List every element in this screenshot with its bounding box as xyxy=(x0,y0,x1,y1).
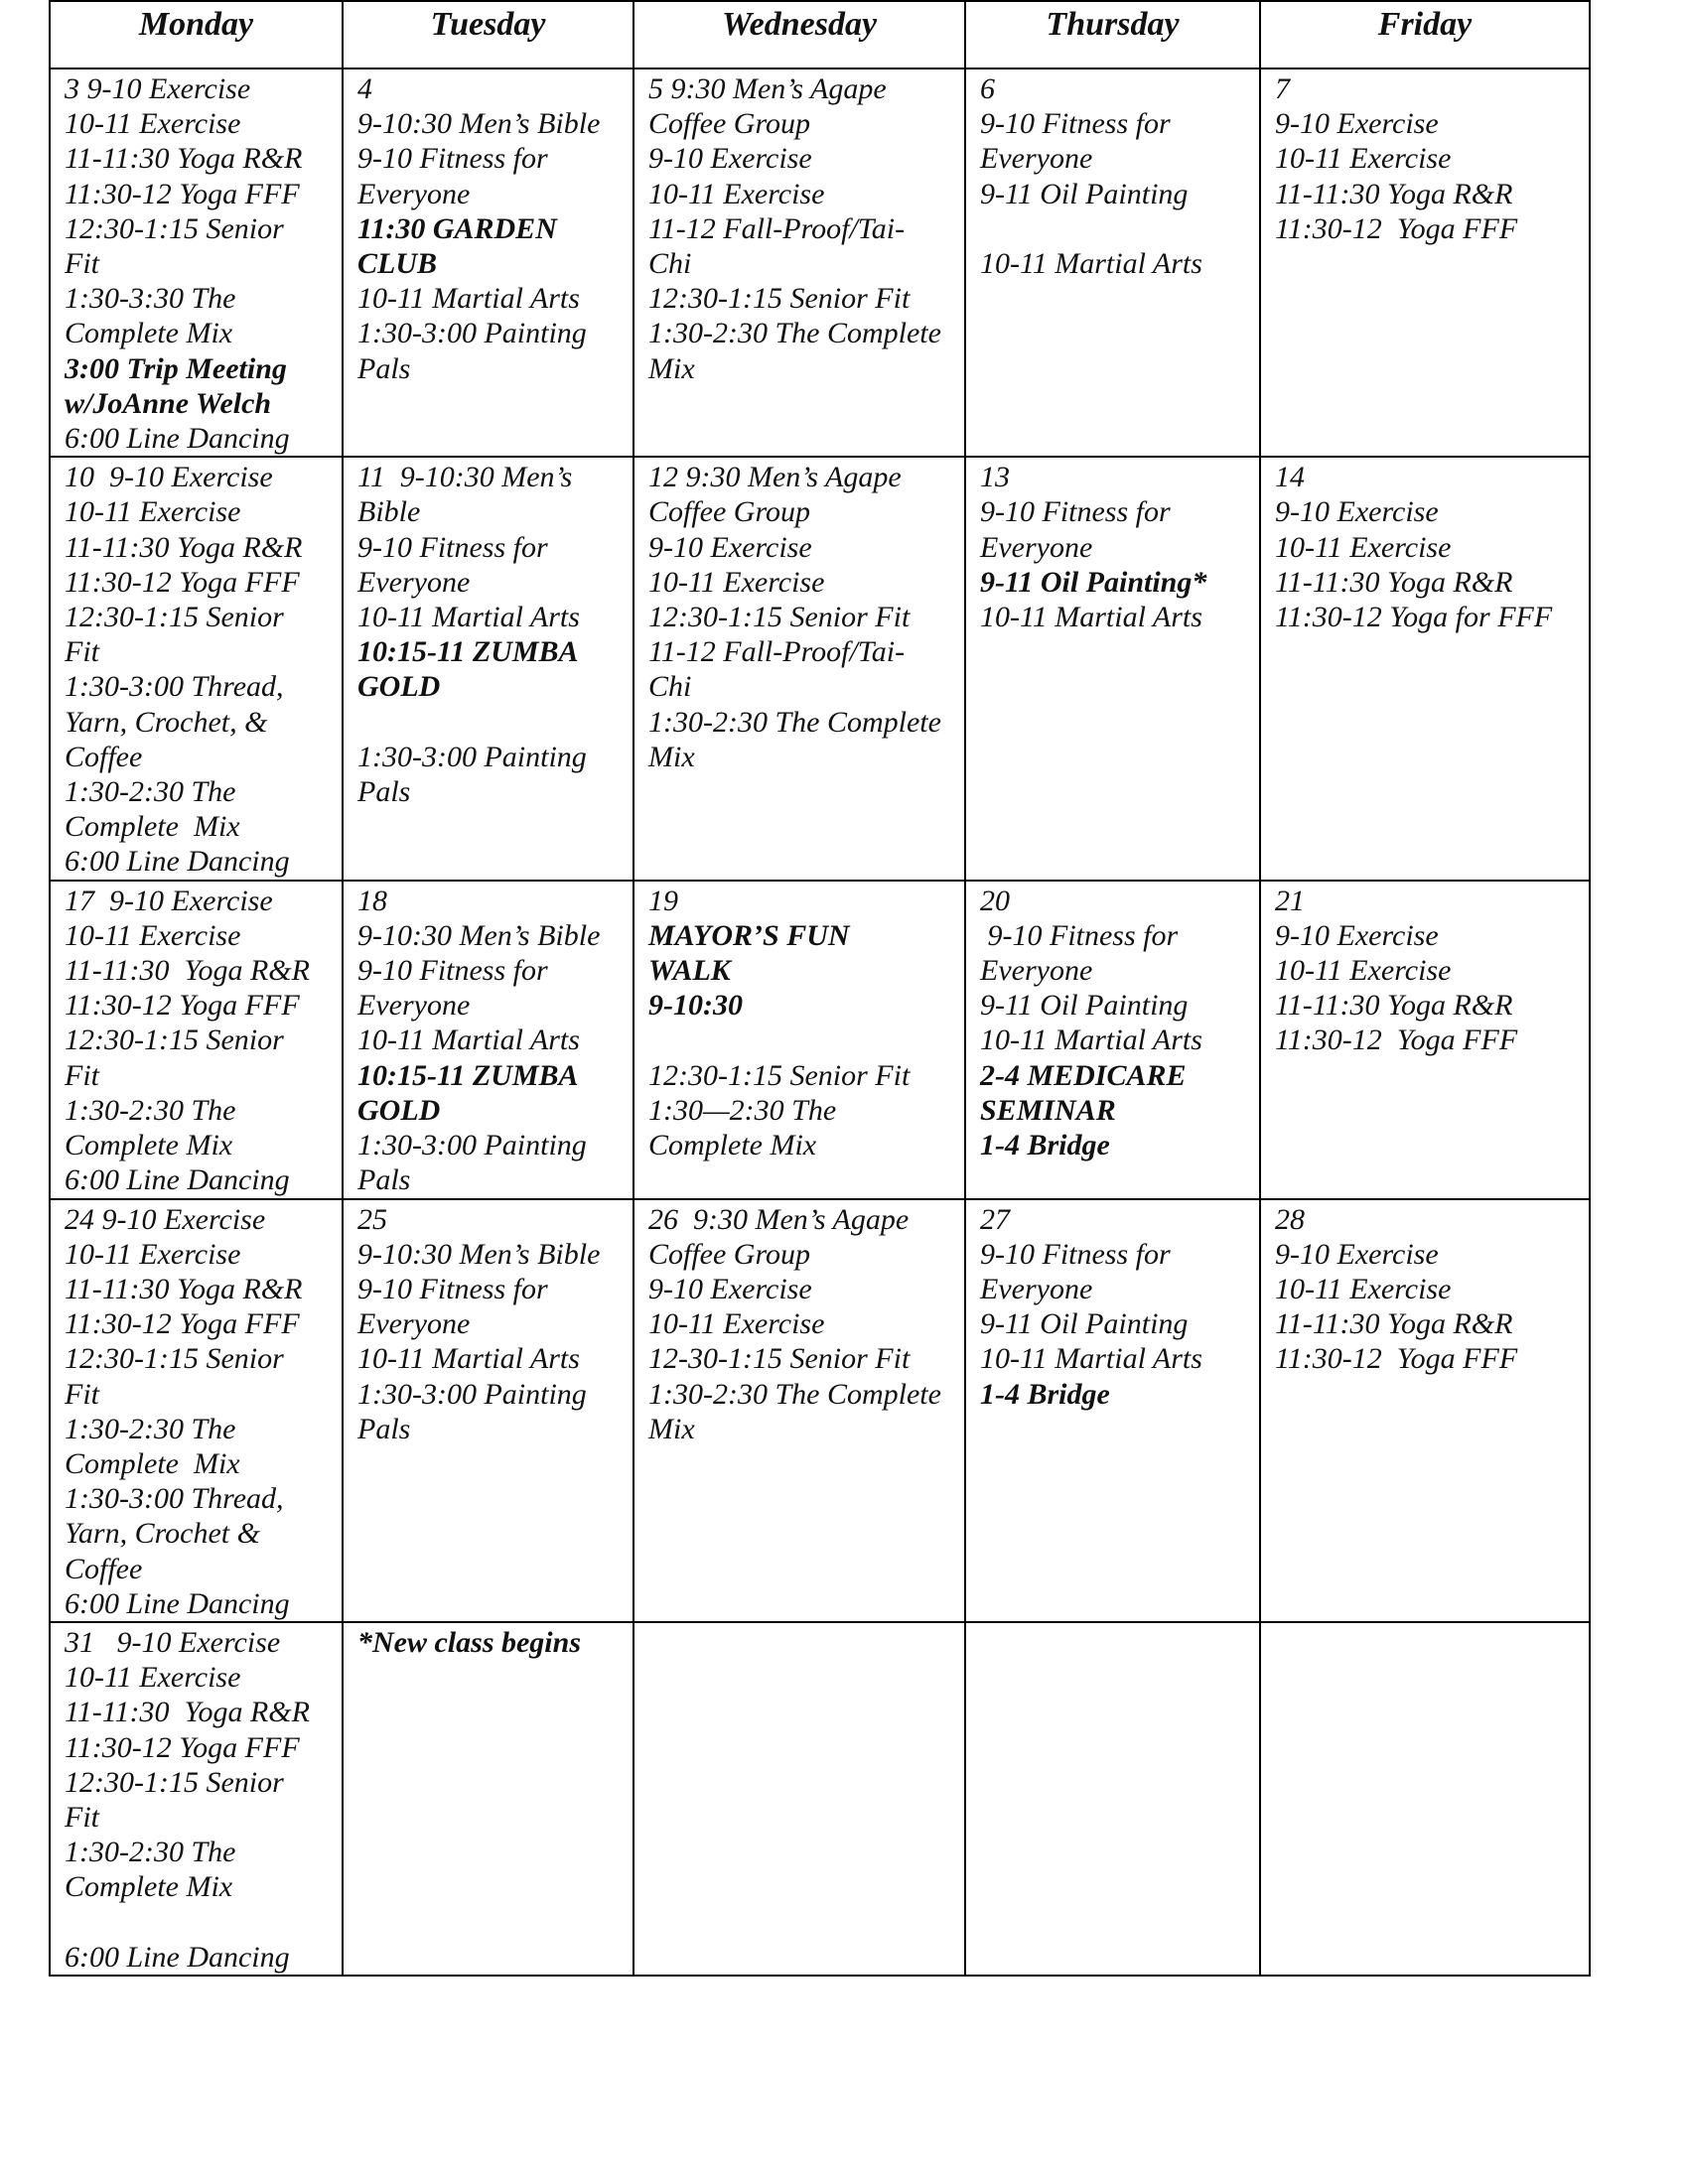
event-line: 10-11 Martial Arts xyxy=(357,1024,580,1057)
event-line: 1:30-3:00 Painting xyxy=(357,740,587,773)
event-line: Yarn, Crochet, & xyxy=(65,705,268,739)
day-cell-content xyxy=(1261,1623,1589,1625)
event-line: 10-11 Exercise xyxy=(65,495,241,529)
day-cell-monday xyxy=(50,1622,343,1976)
event-line: 10-11 Exercise xyxy=(1275,1272,1452,1305)
day-cell-content xyxy=(966,458,1259,634)
event-line: 9-11 Oil Painting xyxy=(980,1307,1189,1341)
event-line: GOLD xyxy=(357,670,441,704)
week-row xyxy=(50,881,1590,1199)
event-line: 28 xyxy=(1275,1202,1305,1236)
day-cell-content xyxy=(634,69,964,386)
day-cell-thursday xyxy=(965,1622,1260,1976)
event-line: Mix xyxy=(648,351,695,385)
day-cell-content xyxy=(966,69,1259,281)
week-row xyxy=(50,1622,1590,1976)
event-line: 1:30—2:30 The xyxy=(648,1093,837,1127)
event-line: 24 9-10 Exercise xyxy=(65,1202,266,1236)
header-tuesday: Tuesday xyxy=(343,1,633,68)
event-line: 9-10 Fitness for xyxy=(980,918,1179,952)
day-cell-wednesday xyxy=(633,1622,965,1976)
event-line: Chi xyxy=(648,247,692,281)
event-line: Everyone xyxy=(357,989,471,1023)
event-line: 9-10 Fitness for xyxy=(357,142,548,176)
day-cell-content xyxy=(51,69,342,456)
day-cell-tuesday xyxy=(343,1199,633,1622)
event-line: 12:30-1:15 Senior xyxy=(65,1342,284,1376)
event-line: 11:30-12 Yoga FFF xyxy=(65,565,300,599)
event-line: 6 xyxy=(980,72,995,105)
event-line: 9-10 Fitness for xyxy=(980,1237,1171,1271)
event-line: 10-11 Martial Arts xyxy=(357,601,580,634)
event-line: 9-10:30 Men’s Bible xyxy=(357,918,601,952)
event-line: Complete Mix xyxy=(65,1129,233,1162)
event-line: 11:30-12 Yoga FFF xyxy=(65,177,300,210)
weekly-schedule-table xyxy=(49,0,1591,1977)
event-line: 10-11 Exercise xyxy=(65,1237,241,1271)
event-line: 1:30-2:30 The xyxy=(65,775,236,809)
event-line: Everyone xyxy=(980,954,1093,988)
event-line: 9-10 Exercise xyxy=(1275,1237,1439,1271)
event-line: SEMINAR xyxy=(980,1093,1116,1127)
event-line: GOLD xyxy=(357,1093,441,1127)
event-line: 9-10 Exercise xyxy=(1275,495,1439,529)
event-line: *New class begins xyxy=(357,1625,581,1659)
day-cell-wednesday xyxy=(633,457,965,880)
day-cell-thursday xyxy=(965,881,1260,1199)
event-line: Everyone xyxy=(357,177,471,210)
event-line: 7 xyxy=(1275,72,1290,105)
day-cell-content xyxy=(344,882,633,1198)
event-line: 10-11 Exercise xyxy=(65,107,241,141)
event-line: 10-11 Exercise xyxy=(648,565,825,599)
event-line: 9-10 Exercise xyxy=(648,1272,812,1305)
event-line: Chi xyxy=(648,670,692,704)
event-line: 9-11 Oil Painting* xyxy=(980,565,1207,599)
event-line: 18 xyxy=(357,884,387,917)
day-cell-content xyxy=(51,458,342,879)
event-line: 9-10:30 xyxy=(648,989,743,1023)
event-line: w/JoAnne Welch xyxy=(65,386,272,420)
event-line: MAYOR’S FUN xyxy=(648,918,850,952)
day-cell-tuesday xyxy=(343,881,633,1199)
event-line: 1:30-3:00 Painting xyxy=(357,317,587,350)
event-line: 12:30-1:15 Senior xyxy=(65,601,284,634)
day-cell-thursday xyxy=(965,68,1260,457)
event-line: Mix xyxy=(648,1412,695,1445)
event-line: Pals xyxy=(357,1412,411,1445)
event-line: Complete Mix xyxy=(65,317,233,350)
event-line: Complete Mix xyxy=(65,810,240,844)
event-line: 11:30-12 Yoga FFF xyxy=(1275,211,1518,245)
event-line: 10-11 Exercise xyxy=(648,1307,825,1341)
event-line: 1:30-2:30 The Complete xyxy=(648,1377,941,1411)
week-row xyxy=(50,68,1590,457)
event-line: 1:30-2:30 The Complete xyxy=(648,317,941,350)
day-cell-monday xyxy=(50,68,343,457)
event-line: 1:30-2:30 The xyxy=(65,1093,236,1127)
event-line: 11-11:30 Yoga R&R xyxy=(1275,177,1513,210)
event-line: 11-11:30 Yoga R&R xyxy=(1275,989,1513,1023)
event-line: Coffee Group xyxy=(648,495,811,529)
day-cell-content xyxy=(1261,1200,1589,1377)
event-line: 25 xyxy=(357,1202,387,1236)
event-line: 10-11 Martial Arts xyxy=(980,601,1202,634)
day-cell-wednesday xyxy=(633,1199,965,1622)
event-line: 6:00 Line Dancing xyxy=(65,422,290,456)
event-line: Fit xyxy=(65,1800,99,1834)
event-line: 12:30-1:15 Senior xyxy=(65,1024,284,1057)
event-line: Complete Mix xyxy=(65,1870,233,1904)
event-line: 9-11 Oil Painting xyxy=(980,177,1189,210)
event-line: Everyone xyxy=(357,565,471,599)
event-line: 11:30-12 Yoga FFF xyxy=(1275,1342,1518,1376)
event-line: 20 xyxy=(980,884,1010,917)
event-line: 5 9:30 Men’s Agape xyxy=(648,72,887,105)
header-thursday: Thursday xyxy=(965,1,1260,68)
event-line: 11-11:30 Yoga R&R xyxy=(65,954,310,988)
day-cell-content xyxy=(966,1623,1259,1625)
event-line: 11:30-12 Yoga FFF xyxy=(65,1730,300,1764)
event-line: 9-10 Exercise xyxy=(1275,107,1439,141)
event-line: 11 9-10:30 Men’s xyxy=(357,461,573,494)
header-wednesday: Wednesday xyxy=(633,1,965,68)
event-line: 11-12 Fall-Proof/Tai- xyxy=(648,635,906,669)
day-cell-friday xyxy=(1260,1622,1590,1976)
event-line: 11-11:30 Yoga R&R xyxy=(65,1272,303,1305)
event-line: 1-4 Bridge xyxy=(980,1129,1110,1162)
event-line: Complete Mix xyxy=(648,1129,817,1162)
event-line: 9-10 Fitness for xyxy=(357,954,548,988)
event-line: Yarn, Crochet & xyxy=(65,1517,260,1551)
event-line: Pals xyxy=(357,1163,411,1197)
event-line: 1:30-3:00 Thread, xyxy=(65,1482,284,1516)
event-line: 9-10 Fitness for xyxy=(357,1272,548,1305)
day-cell-friday xyxy=(1260,457,1590,880)
event-line: 10-11 Martial Arts xyxy=(980,1024,1202,1057)
event-line: 9-10 Exercise xyxy=(648,530,812,564)
week-row xyxy=(50,1199,1590,1622)
event-line: Everyone xyxy=(980,142,1093,176)
event-line: 11-11:30 Yoga R&R xyxy=(65,1696,310,1729)
day-cell-wednesday xyxy=(633,881,965,1199)
day-cell-friday xyxy=(1260,881,1590,1199)
week-row xyxy=(50,457,1590,880)
event-line: 12:30-1:15 Senior Fit xyxy=(648,282,911,316)
event-line: Coffee Group xyxy=(648,1237,811,1271)
event-line: 10-11 Exercise xyxy=(65,918,241,952)
event-line: 6:00 Line Dancing xyxy=(65,1163,290,1197)
event-line: 9-10:30 Men’s Bible xyxy=(357,107,601,141)
event-line: 1:30-3:00 Painting xyxy=(357,1129,587,1162)
event-line: 10 9-10 Exercise xyxy=(65,461,273,494)
event-line: Complete Mix xyxy=(65,1446,240,1480)
day-cell-content xyxy=(344,1623,633,1660)
event-line xyxy=(357,705,627,740)
day-cell-content xyxy=(1261,458,1589,634)
event-line: 9-10:30 Men’s Bible xyxy=(357,1237,601,1271)
event-line: 21 xyxy=(1275,884,1305,917)
weekday-header-row xyxy=(50,1,1590,68)
event-line: 10-11 Exercise xyxy=(65,1661,241,1695)
calendar-body xyxy=(50,68,1590,1976)
event-line: 2-4 MEDICARE xyxy=(980,1058,1187,1092)
event-line: Fit xyxy=(65,247,99,281)
event-line: 1:30-3:00 Thread, xyxy=(65,670,284,704)
event-line: 9-11 Oil Painting xyxy=(980,989,1189,1023)
event-line: 11:30-12 Yoga FFF xyxy=(1275,1024,1518,1057)
event-line: 12-30-1:15 Senior Fit xyxy=(648,1342,911,1376)
event-line: 3 9-10 Exercise xyxy=(65,72,251,105)
day-cell-content xyxy=(51,1623,342,1975)
day-cell-thursday xyxy=(965,457,1260,880)
day-cell-tuesday xyxy=(343,1622,633,1976)
event-line: 14 xyxy=(1275,461,1305,494)
event-line: 27 xyxy=(980,1202,1010,1236)
day-cell-content xyxy=(1261,882,1589,1058)
event-line: 1:30-2:30 The Complete xyxy=(648,705,941,739)
event-line: Pals xyxy=(357,775,411,809)
event-line: WALK xyxy=(648,954,731,988)
event-line: 12 9:30 Men’s Agape xyxy=(648,461,902,494)
day-cell-content xyxy=(966,882,1259,1163)
event-line: 11:30-12 Yoga FFF xyxy=(65,1307,300,1341)
event-line: 11-11:30 Yoga R&R xyxy=(1275,565,1513,599)
event-line: Mix xyxy=(648,740,695,773)
event-line: 1:30-3:30 The xyxy=(65,282,236,316)
day-cell-monday xyxy=(50,457,343,880)
event-line: 10:15-11 ZUMBA xyxy=(357,635,579,669)
event-line: Bible xyxy=(357,495,421,529)
event-line: Coffee xyxy=(65,740,143,773)
event-line: 11:30-12 Yoga FFF xyxy=(65,989,300,1023)
event-line: 10-11 Martial Arts xyxy=(357,1342,580,1376)
event-line: 6:00 Line Dancing xyxy=(65,1940,290,1974)
event-line: 10-11 Exercise xyxy=(648,177,825,210)
event-line: 9-10 Exercise xyxy=(648,142,812,176)
event-line: CLUB xyxy=(357,247,438,281)
event-line xyxy=(980,211,1253,246)
day-cell-thursday xyxy=(965,1199,1260,1622)
event-line: 26 9:30 Men’s Agape xyxy=(648,1202,910,1236)
event-line: 10-11 Exercise xyxy=(1275,954,1452,988)
event-line: 12:30-1:15 Senior xyxy=(65,211,284,245)
event-line: 10-11 Exercise xyxy=(1275,530,1452,564)
event-line: 11-11:30 Yoga R&R xyxy=(65,530,303,564)
event-line: Fit xyxy=(65,1377,99,1411)
event-line xyxy=(648,1023,958,1057)
day-cell-content xyxy=(634,1200,964,1446)
day-cell-friday xyxy=(1260,68,1590,457)
day-cell-content xyxy=(966,1200,1259,1412)
event-line: 1-4 Bridge xyxy=(980,1377,1110,1411)
event-line: Everyone xyxy=(357,1307,471,1341)
event-line: 3:00 Trip Meeting xyxy=(65,351,287,385)
event-line: 11:30 GARDEN xyxy=(357,211,557,245)
event-line: 31 9-10 Exercise xyxy=(65,1625,281,1659)
event-line: 10-11 Martial Arts xyxy=(980,1342,1202,1376)
day-cell-content xyxy=(51,1200,342,1621)
day-cell-content xyxy=(1261,69,1589,246)
event-line xyxy=(65,1905,336,1940)
day-cell-content xyxy=(344,1200,633,1446)
event-line: 11-11:30 Yoga R&R xyxy=(65,142,303,176)
day-cell-tuesday xyxy=(343,68,633,457)
day-cell-friday xyxy=(1260,1199,1590,1622)
event-line: 17 9-10 Exercise xyxy=(65,884,273,917)
day-cell-content xyxy=(344,458,633,809)
day-cell-content xyxy=(634,458,964,774)
event-line: 11-11:30 Yoga R&R xyxy=(1275,1307,1513,1341)
day-cell-content xyxy=(634,882,964,1163)
event-line: Pals xyxy=(357,351,411,385)
day-cell-tuesday xyxy=(343,457,633,880)
event-line: 10:15-11 ZUMBA xyxy=(357,1058,579,1092)
event-line: 12:30-1:15 Senior Fit xyxy=(648,601,911,634)
day-cell-wednesday xyxy=(633,68,965,457)
event-line: 9-10 Fitness for xyxy=(980,107,1171,141)
event-line: 1:30-2:30 The xyxy=(65,1412,236,1445)
day-cell-monday xyxy=(50,1199,343,1622)
day-cell-monday xyxy=(50,881,343,1199)
event-line: 9-10 Fitness for xyxy=(357,530,548,564)
event-line: 4 xyxy=(357,72,372,105)
header-monday: Monday xyxy=(50,1,343,68)
day-cell-content xyxy=(51,882,342,1198)
event-line: 6:00 Line Dancing xyxy=(65,1586,290,1620)
event-line: 6:00 Line Dancing xyxy=(65,845,290,879)
event-line: Fit xyxy=(65,635,99,669)
event-line: 10-11 Martial Arts xyxy=(980,247,1202,280)
event-line: 9-10 Fitness for xyxy=(980,495,1171,529)
event-line: 10-11 Martial Arts xyxy=(357,282,580,316)
event-line: Everyone xyxy=(980,1272,1093,1305)
event-line: 11-12 Fall-Proof/Tai- xyxy=(648,211,906,245)
event-line: 11:30-12 Yoga for FFF xyxy=(1275,601,1553,634)
event-line: Coffee xyxy=(65,1552,143,1585)
event-line: 12:30-1:15 Senior Fit xyxy=(648,1058,911,1092)
event-line: Coffee Group xyxy=(648,107,811,141)
event-line: 19 xyxy=(648,884,678,917)
header-friday: Friday xyxy=(1260,1,1590,68)
event-line: 12:30-1:15 Senior xyxy=(65,1765,284,1799)
day-cell-content xyxy=(634,1623,964,1625)
event-line: 10-11 Exercise xyxy=(1275,142,1452,176)
event-line: 1:30-2:30 The xyxy=(65,1836,236,1869)
event-line: 9-10 Exercise xyxy=(1275,918,1439,952)
day-cell-content xyxy=(344,69,633,386)
event-line: 13 xyxy=(980,461,1010,494)
event-line: Fit xyxy=(65,1058,99,1092)
event-line: 1:30-3:00 Painting xyxy=(357,1377,587,1411)
event-line: Everyone xyxy=(980,530,1093,564)
